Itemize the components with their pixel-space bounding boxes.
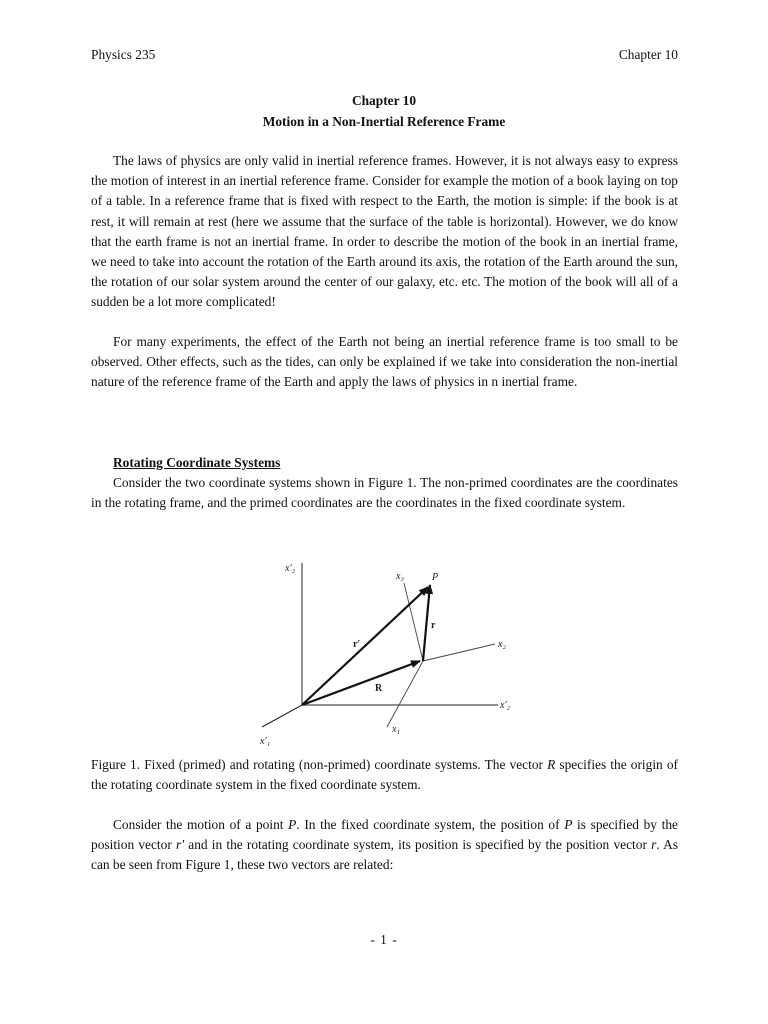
effects-section (91, 332, 678, 393)
label-x1: x₁ (392, 724, 400, 735)
intro-section (91, 151, 678, 313)
rotating-section (91, 453, 678, 514)
chapter-title: Motion in a Non-Inertial Reference Frame (262, 114, 506, 129)
section-heading: Rotating Coordinate Systems (113, 455, 281, 470)
paragraph-3: Consider the two coordinate systems shown in Figure 1. The non-primed coordinates are the coordinates in the rotating frame, and the primed coordinates are the coordinates in the fixed coordinate system. (91, 475, 678, 511)
axis-x1-prime (262, 705, 302, 727)
paragraph-2: For many experiments, the effect of the Earth not being an inertial reference frame is too small to be observed. Other effects, such as the tides, can only be explained if we take into consideration the non-inertial nature of the reference frame of the Earth and apply the laws of physics in n inertial frame. (91, 334, 678, 390)
label-R: R (375, 683, 383, 694)
label-r-prime: r′ (353, 639, 361, 650)
label-x2-prime: x′₂ (500, 700, 511, 711)
figure-coordinate-systems (250, 555, 530, 750)
header-chapter: Chapter 10 (618, 47, 678, 62)
label-x2: x₂ (498, 639, 506, 650)
paragraph-1: The laws of physics are only valid in inertial reference frames. However, it is not always easy to express the motion of interest in an inertial reference frame. Consider for example the motion of a book laying on top of a table. In a reference frame that is fixed with respect to the Earth, the motion is simple: if the book is at rest, it will remain at rest (here we assume that the surface of the table is horizontal). However, we do know that the earth frame is not an inertial frame. In order to describe the motion of the book in an inertial frame, we need to take into account the rotation of the Earth around its axis, the rotation of the Earth around the sun, the rotation of our solar system around the center of our galaxy, etc. etc. The motion of the book will all of a sudden be a lot more complicated! (91, 153, 678, 310)
label-r: r (431, 620, 436, 631)
axis-x2 (423, 644, 495, 661)
header-course: Physics 235 (91, 47, 156, 62)
label-P: P (432, 572, 439, 583)
chapter-number: Chapter 10 (351, 93, 417, 108)
label-x3-prime: x′₃ (285, 563, 296, 574)
label-x1-prime: x′₁ (260, 736, 271, 747)
vector-r (423, 585, 430, 661)
label-x3: x₃ (396, 571, 404, 582)
caption-var-R: R (547, 757, 556, 772)
motion-section (91, 815, 678, 876)
paragraph-4: Consider the motion of a point P. In the fixed coordinate system, the position of P is specified by the position vector r' and in the rotating coordinate system, its position is specified by the position vector r. As can be seen from Figure 1, these two vectors are related: (91, 817, 678, 873)
page-number: - 1 - (370, 932, 398, 947)
figure-caption: Figure 1. Fixed (primed) and rotating (non-primed) coordinate systems. The vector R specifies the origin of the rotating coordinate system in the fixed coordinate system. (91, 757, 678, 793)
